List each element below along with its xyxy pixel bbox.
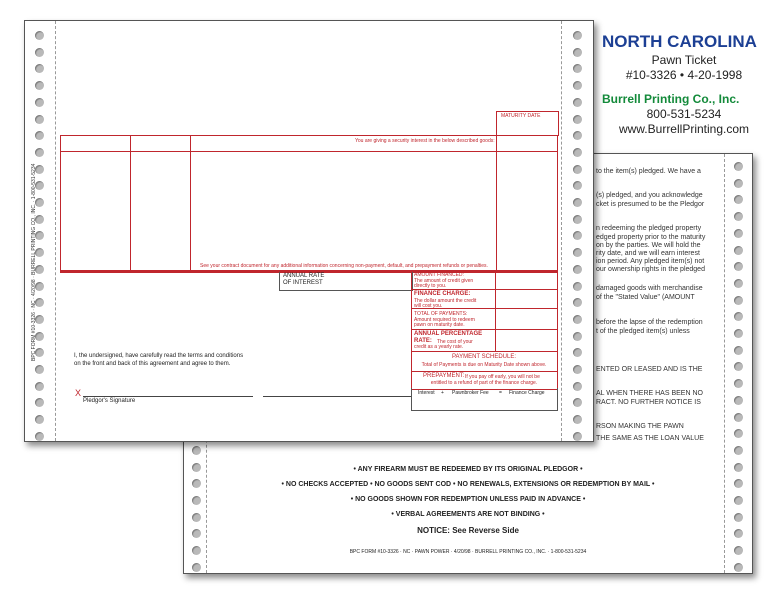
items-col-1 bbox=[130, 135, 131, 271]
back-right-hole bbox=[734, 563, 743, 572]
disclosure-rule-3 bbox=[411, 329, 557, 330]
header-bullet: • bbox=[679, 68, 685, 82]
back-right-hole bbox=[734, 346, 743, 355]
front-right-hole bbox=[573, 348, 582, 357]
disclosure-rule-4 bbox=[411, 351, 557, 352]
prepayment-label: PREPAYMENT: bbox=[423, 373, 465, 379]
back-terms-line: before the lapse of the redemption bbox=[596, 319, 703, 326]
of-interest-label: OF INTEREST bbox=[283, 280, 323, 286]
front-right-hole bbox=[573, 181, 582, 190]
front-left-hole bbox=[35, 365, 44, 374]
front-left-hole bbox=[35, 115, 44, 124]
items-col-2 bbox=[190, 135, 191, 271]
back-footer: BPC FORM #10-3326 · NC · PAWN POWER · 4/20/98 · BURRELL PRINTING CO., INC. · 1-800-531-5234 bbox=[349, 549, 587, 555]
back-left-hole bbox=[192, 563, 201, 572]
pledgor-signature-label: Pledgor's Signature bbox=[83, 398, 136, 404]
amount-financed-desc-2: directly to you. bbox=[414, 283, 447, 289]
front-left-hole bbox=[35, 64, 44, 73]
front-right-perforation bbox=[561, 21, 562, 441]
back-right-hole bbox=[734, 379, 743, 388]
disclosure-rule-5 bbox=[411, 371, 557, 372]
back-right-hole bbox=[734, 162, 743, 171]
back-terms-line: t of the pledged item(s) unless bbox=[596, 328, 690, 335]
back-right-hole bbox=[734, 429, 743, 438]
total-payments-desc-1: Amount required to redeem bbox=[414, 317, 475, 323]
no-goods-notice: • NO GOODS SHOWN FOR REDEMPTION UNLESS PAID IN ADVANCE • bbox=[350, 496, 586, 503]
front-right-hole bbox=[573, 81, 582, 90]
back-right-hole bbox=[734, 413, 743, 422]
back-right-hole bbox=[734, 195, 743, 204]
reverse-notice: NOTICE: See Reverse Side bbox=[417, 526, 519, 535]
agreement-line-2: on the front and back of this agreement and agree to them. bbox=[74, 361, 231, 367]
finance-charge-formula-label: Finance Charge bbox=[509, 390, 545, 396]
front-right-hole bbox=[573, 98, 582, 107]
front-left-hole bbox=[35, 148, 44, 157]
signature-x: X bbox=[75, 388, 82, 398]
items-col-3 bbox=[496, 135, 497, 271]
back-right-hole bbox=[734, 362, 743, 371]
company-phone: 800-531-5234 bbox=[646, 107, 722, 121]
front-right-hole bbox=[573, 198, 582, 207]
finance-charge-desc-2: will cost you. bbox=[414, 303, 443, 309]
back-right-hole bbox=[734, 246, 743, 255]
total-payments-label: TOTAL OF PAYMENTS: bbox=[414, 311, 468, 317]
disclosure-rule-1 bbox=[411, 289, 557, 290]
front-left-hole bbox=[35, 98, 44, 107]
items-table bbox=[60, 135, 558, 273]
apr-desc-2: credit as a yearly rate. bbox=[414, 344, 464, 350]
back-terms-line: RACT. NO FURTHER NOTICE IS bbox=[596, 399, 701, 406]
front-left-hole bbox=[35, 81, 44, 90]
back-terms-line: ENTED OR LEASED AND IS THE bbox=[596, 366, 703, 373]
back-terms-line: ion period. Any pledged item(s) not bbox=[596, 258, 705, 265]
payment-schedule-desc: Total of Payments is due on Maturity Date shown above. bbox=[421, 362, 547, 368]
back-terms-line: RSON MAKING THE PAWN bbox=[596, 423, 684, 430]
second-signature-line[interactable] bbox=[263, 396, 411, 397]
maturity-date-label: MATURITY DATE bbox=[501, 113, 541, 119]
front-left-hole bbox=[35, 48, 44, 57]
back-right-hole bbox=[734, 312, 743, 321]
front-right-hole bbox=[573, 64, 582, 73]
front-right-hole bbox=[573, 398, 582, 407]
back-terms-line: to the item(s) pledged. We have a bbox=[596, 168, 701, 175]
front-right-hole bbox=[573, 115, 582, 124]
back-terms-line: damaged goods with merchandise bbox=[596, 285, 703, 292]
equals-sign: = bbox=[499, 390, 502, 396]
front-left-hole bbox=[35, 131, 44, 140]
front-left-hole bbox=[35, 31, 44, 40]
back-right-hole bbox=[734, 396, 743, 405]
payment-schedule-label: PAYMENT SCHEDULE: bbox=[451, 354, 516, 360]
firearm-notice: • ANY FIREARM MUST BE REDEEMED BY ITS ORIGINAL PLEDGOR • bbox=[353, 466, 583, 473]
front-right-hole bbox=[573, 231, 582, 240]
signature-line[interactable] bbox=[83, 396, 253, 397]
annual-rate-label: ANNUAL RATE bbox=[283, 273, 325, 279]
doc-type: Pawn Ticket bbox=[651, 53, 717, 67]
pawnbroker-fee-label: Pawnbroker Fee bbox=[452, 390, 489, 396]
back-terms-line: n redeeming the pledged property bbox=[596, 225, 702, 232]
front-right-hole bbox=[573, 415, 582, 424]
front-right-hole bbox=[573, 365, 582, 374]
front-right-hole bbox=[573, 148, 582, 157]
company-website[interactable]: www.BurrellPrinting.com bbox=[618, 122, 750, 136]
back-terms-line: AL WHEN THERE HAS BEEN NO bbox=[596, 390, 703, 397]
apr-title-1: ANNUAL PERCENTAGE bbox=[414, 331, 483, 337]
back-right-hole bbox=[734, 262, 743, 271]
disclosure-col bbox=[495, 270, 496, 352]
apr-desc-1: The cost of your bbox=[437, 339, 473, 345]
state-title: NORTH CAROLINA bbox=[602, 32, 757, 51]
front-right-hole bbox=[573, 282, 582, 291]
agreement-line-1: I, the undersigned, have carefully read the terms and conditions bbox=[74, 353, 244, 359]
prepayment-desc-1: If you pay off early, you will not be bbox=[465, 374, 540, 380]
front-left-hole bbox=[35, 382, 44, 391]
finance-charge-label: FINANCE CHARGE: bbox=[414, 291, 471, 297]
form-date: 4-20-1998 bbox=[687, 68, 743, 82]
front-right-hole bbox=[573, 131, 582, 140]
back-terms-line: (s) pledged, and you acknowledge bbox=[596, 192, 703, 199]
back-terms-line: cket is presumed to be the Pledgor bbox=[596, 201, 705, 208]
front-right-hole bbox=[573, 165, 582, 174]
no-checks-notice: • NO CHECKS ACCEPTED • NO GOODS SENT COD • NO RENEWALS, EXTENSIONS OR REDEMPTION BY MAIL • bbox=[281, 481, 655, 488]
finance-charge-desc-1: The dollar amount the credit bbox=[414, 298, 477, 304]
security-interest-text: You are giving a security interest in the below described goods: bbox=[355, 138, 495, 144]
verbal-notice: • VERBAL AGREEMENTS ARE NOT BINDING • bbox=[391, 511, 545, 518]
amount-financed-label: AMOUNT FINANCED: bbox=[414, 272, 464, 278]
form-number-line bbox=[592, 68, 776, 82]
front-left-hole bbox=[35, 415, 44, 424]
items-header-rule bbox=[60, 151, 558, 152]
plus-sign: + bbox=[441, 390, 444, 396]
front-right-hole bbox=[573, 265, 582, 274]
front-right-hole bbox=[573, 382, 582, 391]
apr-title-2: RATE: bbox=[414, 338, 432, 344]
total-payments-desc-2: pawn on maturity date. bbox=[414, 322, 465, 328]
amount-financed-desc-1: The amount of credit given bbox=[414, 278, 474, 284]
back-right-hole bbox=[734, 279, 743, 288]
back-right-hole bbox=[734, 296, 743, 305]
back-right-hole bbox=[734, 212, 743, 221]
back-terms-line: on by the parties. We will hold the bbox=[596, 242, 701, 249]
back-terms-line: of the "Stated Value" (AMOUNT bbox=[596, 294, 695, 301]
side-print: BPC FORM #10-3326 · NC · 4/20/98 · BURRELL PRINTING CO., INC. · 1-800-531-5234 bbox=[31, 163, 37, 361]
back-right-hole bbox=[734, 329, 743, 338]
front-right-hole bbox=[573, 48, 582, 57]
company-name: Burrell Printing Co., Inc. bbox=[602, 92, 740, 106]
front-right-hole bbox=[573, 332, 582, 341]
front-right-hole bbox=[573, 298, 582, 307]
front-right-hole bbox=[573, 31, 582, 40]
prepayment-desc-2: entitled to a refund of part of the finance charge. bbox=[430, 380, 538, 386]
front-right-hole bbox=[573, 315, 582, 324]
front-right-hole bbox=[573, 432, 582, 441]
back-right-hole bbox=[734, 229, 743, 238]
back-right-hole bbox=[734, 446, 743, 455]
back-terms-line: THE SAME AS THE LOAN VALUE bbox=[596, 435, 704, 442]
contract-notice: See your contract document for any additional information concerning non-payment, default, and prepayment refunds or penalties. bbox=[200, 263, 488, 269]
back-terms-line: our ownership rights in the pledged bbox=[596, 266, 705, 273]
front-left-hole bbox=[35, 398, 44, 407]
front-left-hole bbox=[35, 432, 44, 441]
form-number: #10-3326 bbox=[625, 68, 677, 82]
interest-label: Interest bbox=[418, 390, 435, 396]
front-right-hole bbox=[573, 248, 582, 257]
back-terms-line: edged property prior to the maturity bbox=[596, 234, 706, 241]
front-right-hole bbox=[573, 215, 582, 224]
front-left-perforation bbox=[55, 21, 56, 441]
back-left-hole bbox=[192, 446, 201, 455]
back-terms-line: rity date, and we will earn interest bbox=[596, 250, 700, 257]
back-right-hole bbox=[734, 179, 743, 188]
front-sheet bbox=[24, 20, 594, 442]
